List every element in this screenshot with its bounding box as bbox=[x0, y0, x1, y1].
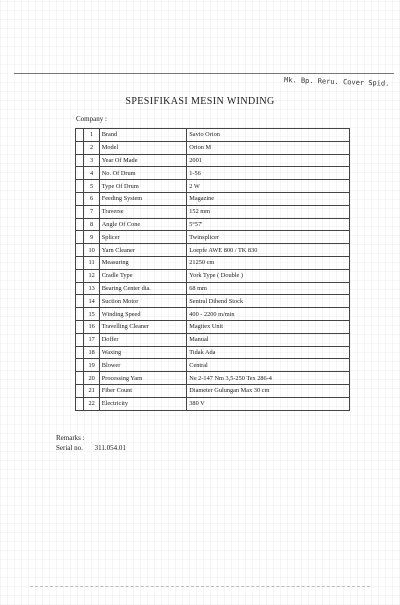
scan-bottom-edge bbox=[30, 586, 370, 587]
spec-row-value: 380 V bbox=[187, 397, 350, 410]
spec-row-label: Yarn Cleaner bbox=[99, 244, 187, 257]
spec-row-number: 16 bbox=[84, 320, 99, 333]
spec-row bbox=[76, 167, 350, 180]
spec-row bbox=[76, 359, 350, 372]
spec-row-number: 11 bbox=[84, 256, 99, 269]
row-spacer-cell bbox=[76, 384, 84, 397]
spec-row-value: 152 mm bbox=[187, 205, 350, 218]
row-spacer-cell bbox=[76, 218, 84, 231]
spec-row bbox=[76, 256, 350, 269]
row-spacer-cell bbox=[76, 192, 84, 205]
spec-row-number: 20 bbox=[84, 372, 99, 385]
row-spacer-cell bbox=[76, 231, 84, 244]
spec-row-label: Cradle Type bbox=[99, 269, 187, 282]
spec-row-value: 2 W bbox=[187, 180, 350, 193]
spec-row-label: Doffer bbox=[99, 333, 187, 346]
spec-row bbox=[76, 231, 350, 244]
row-spacer-cell bbox=[76, 359, 84, 372]
row-spacer-cell bbox=[76, 282, 84, 295]
spec-row-number: 17 bbox=[84, 333, 99, 346]
serial-label: Serial no. bbox=[56, 444, 83, 452]
spec-row-label: Splicer bbox=[99, 231, 187, 244]
spec-row-value: Orion M bbox=[187, 141, 350, 154]
serial-number-line bbox=[56, 444, 126, 453]
spec-row-number: 4 bbox=[84, 167, 99, 180]
row-spacer-cell bbox=[76, 205, 84, 218]
spec-row-number: 18 bbox=[84, 346, 99, 359]
spec-row-label: Suction Motor bbox=[99, 295, 187, 308]
row-spacer-cell bbox=[76, 372, 84, 385]
spec-row-label: Type Of Drum bbox=[99, 180, 187, 193]
spec-row-value: Tidak Ada bbox=[187, 346, 350, 359]
spec-row bbox=[76, 129, 350, 142]
spec-row-number: 22 bbox=[84, 397, 99, 410]
spec-row-label: Blower bbox=[99, 359, 187, 372]
remarks-label: Remarks : bbox=[56, 434, 85, 442]
spec-row-number: 14 bbox=[84, 295, 99, 308]
spec-row-label: Electricity bbox=[99, 397, 187, 410]
spec-row-number: 5 bbox=[84, 180, 99, 193]
spec-row-label: Processing Yarn bbox=[99, 372, 187, 385]
spec-row bbox=[76, 154, 350, 167]
spec-row-value: 5°57' bbox=[187, 218, 350, 231]
spec-row bbox=[76, 205, 350, 218]
spec-row-value: Ne 2-147 Nm 3,5-250 Tex 286-4 bbox=[187, 372, 350, 385]
row-spacer-cell bbox=[76, 346, 84, 359]
spec-row-label: Measuring bbox=[99, 256, 187, 269]
spec-row-value: 21250 cm bbox=[187, 256, 350, 269]
spec-row-number: 21 bbox=[84, 384, 99, 397]
spec-row-value: Manual bbox=[187, 333, 350, 346]
spec-row-number: 6 bbox=[84, 192, 99, 205]
spec-row bbox=[76, 269, 350, 282]
spec-row bbox=[76, 192, 350, 205]
spec-row bbox=[76, 180, 350, 193]
spec-row-label: Winding Speed bbox=[99, 308, 187, 321]
spec-row-label: Waxing bbox=[99, 346, 187, 359]
spec-row bbox=[76, 333, 350, 346]
spec-row bbox=[76, 308, 350, 321]
row-spacer-cell bbox=[76, 320, 84, 333]
spec-row bbox=[76, 372, 350, 385]
spec-row-number: 10 bbox=[84, 244, 99, 257]
spec-row-label: Bearing Center dia. bbox=[99, 282, 187, 295]
spec-row-number: 7 bbox=[84, 205, 99, 218]
spec-row bbox=[76, 295, 350, 308]
spec-row-value: Loepfe AWE 800 / TK 830 bbox=[187, 244, 350, 257]
spec-row-number: 12 bbox=[84, 269, 99, 282]
document-title: SPESIFIKASI MESIN WINDING bbox=[125, 96, 275, 107]
spec-row bbox=[76, 141, 350, 154]
spec-row-value: 2001 bbox=[187, 154, 350, 167]
spec-row-value: Central bbox=[187, 359, 350, 372]
spec-row-label: Brand bbox=[99, 129, 187, 142]
row-spacer-cell bbox=[76, 308, 84, 321]
row-spacer-cell bbox=[76, 154, 84, 167]
row-spacer-cell bbox=[76, 269, 84, 282]
scan-edge-rule bbox=[14, 73, 394, 74]
spec-row-value: Twinsplicer bbox=[187, 231, 350, 244]
spec-row-label: Traverse bbox=[99, 205, 187, 218]
spec-row-value: Magitex Unit bbox=[187, 320, 350, 333]
spec-row-label: Model bbox=[99, 141, 187, 154]
spec-row-value: 68 mm bbox=[187, 282, 350, 295]
row-spacer-cell bbox=[76, 333, 84, 346]
spec-row-value: 400 - 2200 m/min bbox=[187, 308, 350, 321]
spec-row-value: York Type ( Double ) bbox=[187, 269, 350, 282]
spec-row-number: 15 bbox=[84, 308, 99, 321]
spec-row-number: 19 bbox=[84, 359, 99, 372]
spec-row-number: 13 bbox=[84, 282, 99, 295]
row-spacer-cell bbox=[76, 244, 84, 257]
spec-row-label: Fiber Count bbox=[99, 384, 187, 397]
specification-table bbox=[75, 128, 350, 411]
spec-row-label: Travelling Cleaner bbox=[99, 320, 187, 333]
spec-row-label: Angle Of Cone bbox=[99, 218, 187, 231]
spec-row-value: Diameter Gulungan Max 30 cm bbox=[187, 384, 350, 397]
spec-row bbox=[76, 244, 350, 257]
row-spacer-cell bbox=[76, 397, 84, 410]
spec-row-number: 2 bbox=[84, 141, 99, 154]
spec-row bbox=[76, 218, 350, 231]
spec-row bbox=[76, 346, 350, 359]
spec-row-value: 1-56 bbox=[187, 167, 350, 180]
spec-row bbox=[76, 282, 350, 295]
row-spacer-cell bbox=[76, 180, 84, 193]
row-spacer-cell bbox=[76, 295, 84, 308]
spec-row-number: 3 bbox=[84, 154, 99, 167]
spec-row-value: Savio Orion bbox=[187, 129, 350, 142]
serial-value: 311.054.01 bbox=[94, 444, 126, 452]
spec-row-number: 9 bbox=[84, 231, 99, 244]
row-spacer-cell bbox=[76, 256, 84, 269]
handwritten-note: Mk. Bp. Reru. Cover Spid. bbox=[283, 76, 390, 88]
spec-row-label: No. Of Drum bbox=[99, 167, 187, 180]
spec-row-value: Magazine bbox=[187, 192, 350, 205]
spec-row-value: Sentral Dihend Stock bbox=[187, 295, 350, 308]
spec-row bbox=[76, 320, 350, 333]
row-spacer-cell bbox=[76, 141, 84, 154]
spec-row-number: 8 bbox=[84, 218, 99, 231]
spec-row-label: Year Of Made bbox=[99, 154, 187, 167]
spec-row bbox=[76, 397, 350, 410]
row-spacer-cell bbox=[76, 167, 84, 180]
company-label: Company : bbox=[76, 115, 107, 123]
specification-table-body bbox=[76, 129, 350, 411]
spec-row bbox=[76, 384, 350, 397]
spec-row-number: 1 bbox=[84, 129, 99, 142]
spec-row-label: Feeding System bbox=[99, 192, 187, 205]
row-spacer-cell bbox=[76, 129, 84, 142]
